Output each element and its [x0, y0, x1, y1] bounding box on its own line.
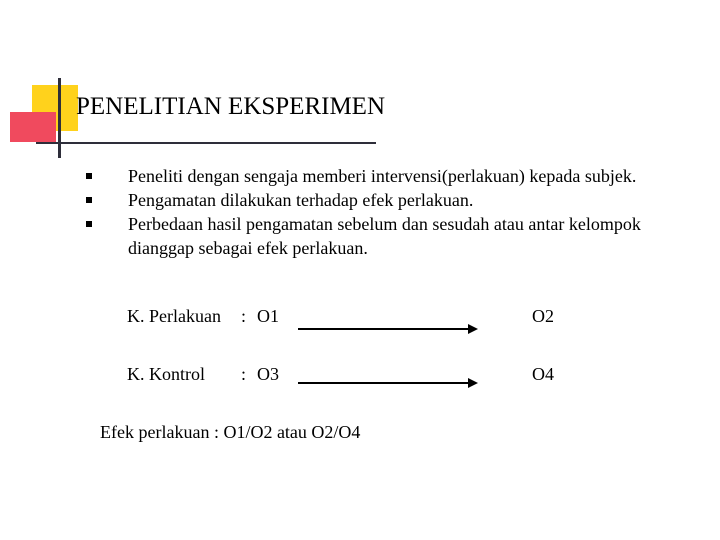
control-separator: :: [241, 364, 247, 384]
control-posttest: O4: [532, 364, 554, 384]
arrow-right-icon: [468, 378, 478, 388]
effect-formula: Efek perlakuan : O1/O2 atau O2/O4: [100, 422, 361, 442]
treatment-separator: :: [241, 306, 247, 326]
treatment-group-label: K. Perlakuan: [127, 306, 221, 326]
title-vertical-rule: [58, 78, 61, 158]
treatment-pretest: O1: [257, 306, 279, 326]
arrow-right-icon: [468, 324, 478, 334]
square-bullet-icon: [86, 173, 92, 179]
bullet-text: Perbedaan hasil pengamatan sebelum dan sesudah atau antar kelompok dianggap sebagai efek perlakuan.: [128, 214, 641, 258]
square-bullet-icon: [86, 197, 92, 203]
bullet-text: Peneliti dengan sengaja memberi intervensi(perlakuan) kepada subjek.: [128, 166, 637, 186]
title-underline: [36, 142, 376, 144]
bullet-item: [86, 164, 706, 188]
square-bullet-icon: [86, 221, 92, 227]
bullet-item: [86, 188, 706, 212]
treatment-posttest: O2: [532, 306, 554, 326]
slide-title: PENELITIAN EKSPERIMEN: [76, 93, 386, 120]
treatment-arrow-line: [298, 328, 470, 330]
decor-red-rectangle: [10, 112, 56, 142]
control-group-label: K. Kontrol: [127, 364, 205, 384]
control-pretest: O3: [257, 364, 279, 384]
bullet-text: Pengamatan dilakukan terhadap efek perlakuan.: [128, 190, 474, 210]
control-arrow-line: [298, 382, 470, 384]
bullet-item: [86, 212, 706, 260]
bullet-list: [86, 164, 706, 260]
